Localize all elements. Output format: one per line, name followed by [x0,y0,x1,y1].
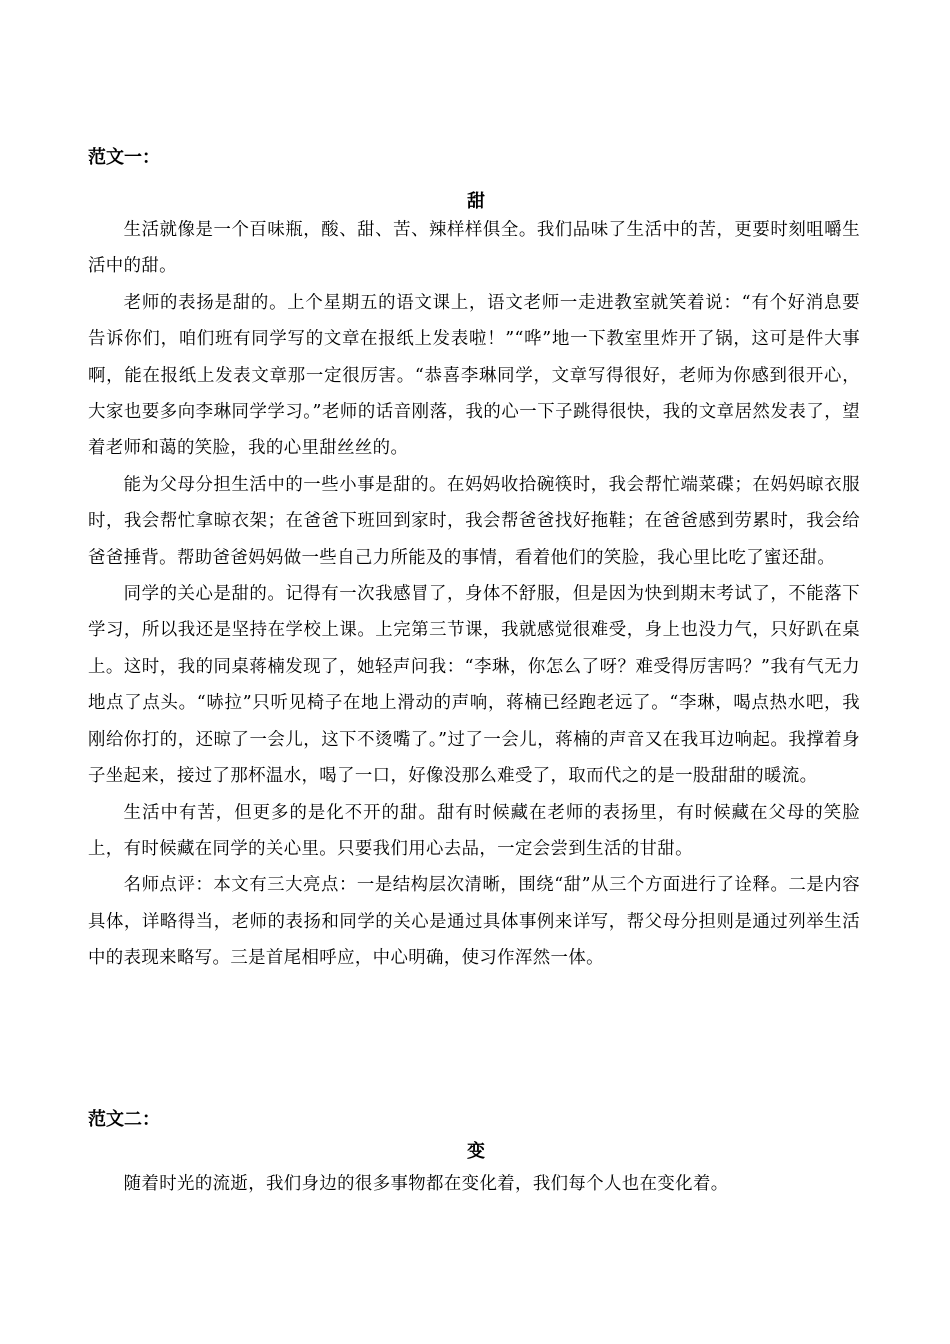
essay1-paragraph-2: 老师的表扬是甜的。上个星期五的语文课上，语文老师一走进教室就笑着说：“有个好消息要告诉你们，咱们班有同学写的文章在报纸上发表啦！”“哗”地一下教室里炸开了锅，这可是件大事啊，能在报纸上发表文章那一定很厉害。“恭喜李琳同学，文章写得很好，老师为你感到很开心，大家也要多向李琳同学学习。”老师的话音刚落，我的心一下子跳得很快，我的文章居然发表了，望着老师和蔼的笑脸，我的心里甜丝丝的。 [88,292,860,459]
essay1-paragraph-1: 生活就像是一个百味瓶，酸、甜、苦、辣样样俱全。我们品味了生活中的苦，更要时刻咀嚼生活中的甜。 [88,220,860,277]
essay2-body [88,1166,860,1202]
essay1-paragraph-5: 生活中有苦，但更多的是化不开的甜。甜有时候藏在老师的表扬里，有时候藏在父母的笑脸上，有时候藏在同学的关心里。只要我们用心去品，一定会尝到生活的甘甜。 [88,802,860,859]
essay1-heading: 范文一： [88,147,160,168]
essay1-paragraph-3: 能为父母分担生活中的一些小事是甜的。在妈妈收拾碗筷时，我会帮忙端菜碟；在妈妈晾衣服时，我会帮忙拿晾衣架；在爸爸下班回到家时，我会帮爸爸找好拖鞋；在爸爸感到劳累时，我会给爸爸捶背。帮助爸爸妈妈做一些自己力所能及的事情，看着他们的笑脸，我心里比吃了蜜还甜。 [88,474,860,568]
essay1-body [88,212,860,977]
essay1-title: 甜 [467,191,485,212]
essay2-paragraph-1: 随着时光的流逝，我们身边的很多事物都在变化着，我们每个人也在变化着。 [123,1174,729,1194]
essay2-title: 变 [467,1141,485,1162]
essay1-commentary: 名师点评：本文有三大亮点：一是结构层次清晰，围绕“甜”从三个方面进行了诠释。二是内容具体，详略得当，老师的表扬和同学的关心是通过具体事例来详写，帮父母分担则是通过列举生活中的表现来略写。三是首尾相呼应，中心明确，使习作浑然一体。 [88,875,860,969]
essay1-paragraph-4: 同学的关心是甜的。记得有一次我感冒了，身体不舒服，但是因为快到期末考试了，不能落下学习，所以我还是坚持在学校上课。上完第三节课，我就感觉很难受，身上也没力气，只好趴在桌上。这时，我的同桌蒋楠发现了，她轻声问我：“李琳，你怎么了呀？难受得厉害吗？”我有气无力地点了点头。“哧拉”只听见椅子在地上滑动的声响，蒋楠已经跑老远了。“李琳，喝点热水吧，我刚给你打的，还晾了一会儿，这下不烫嘴了。”过了一会儿，蒋楠的声音又在我耳边响起。我撑着身子坐起来，接过了那杯温水，喝了一口，好像没那么难受了，取而代之的是一股甜甜的暖流。 [88,584,860,787]
essay2-heading: 范文二： [88,1109,160,1130]
